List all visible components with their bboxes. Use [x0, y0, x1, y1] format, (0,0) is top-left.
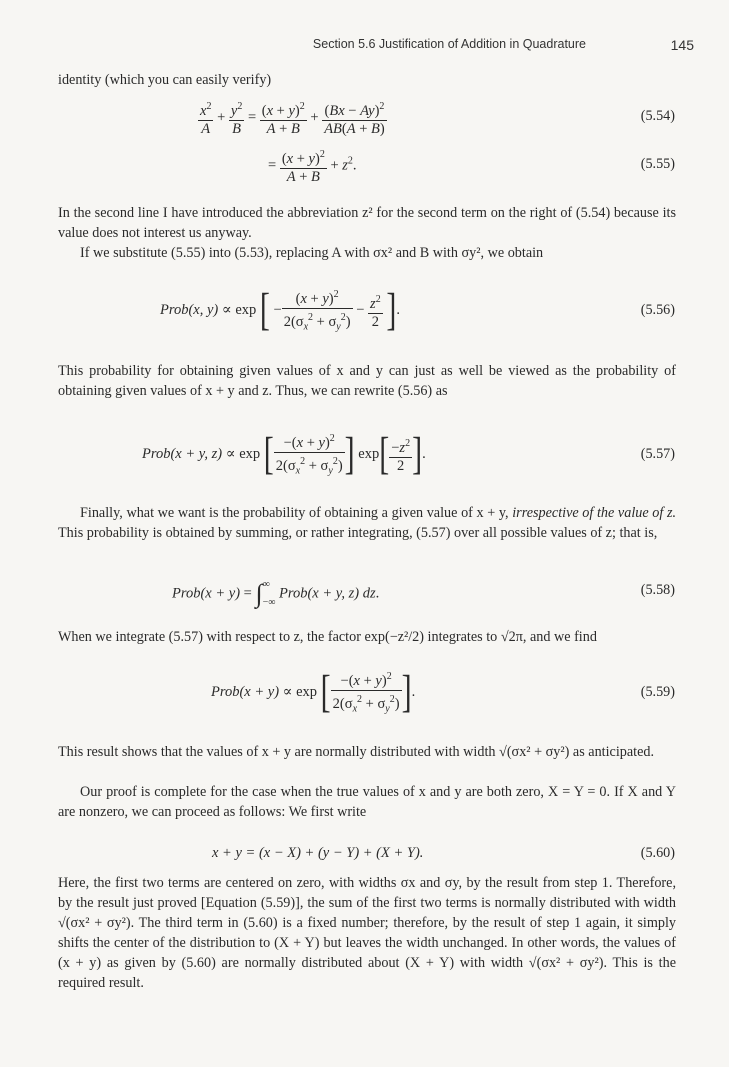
prob-label: Prob(x + y, z) [279, 585, 360, 602]
paragraph-integrate: When we integrate (5.57) with respect to z, the factor exp(−z²/2) integrates to √2π, and we find [58, 629, 597, 645]
equation-5-54: $\frac{x^2}{A}$ + $\frac{y^2}{B}$ = $\frac{(x + y)^2}{A + B}$ + $\frac{(Bx - Ay)^2}{AB(A + B)}$ (5.54) [60, 98, 675, 138]
equation-number: (5.57) [640, 446, 675, 462]
equation-number: (5.59) [640, 684, 675, 700]
paragraph-abbreviation: In the second line I have introduced the abbreviation z² for the second term on the right of (5.54) because its value does not interest us anyway. [58, 205, 676, 241]
prob-label: Prob(x + y) [211, 684, 280, 701]
equation-5-58: Prob(x + y) = ∫∞ −∞ Prob(x + y, z) dz. (5.58) [172, 579, 675, 608]
equation-number: (5.55) [640, 156, 675, 172]
page-header [0, 37, 729, 57]
page-number: 145 [670, 37, 694, 53]
paragraph-result: This result shows that the values of x + y are normally distributed with width √(σx² + σy²) as anticipated. [58, 744, 655, 760]
equation-5-57: Prob(x + y, z) ∝ exp [ $\frac{-(x + y)^2}{2(\sigma_x^2 + \sigma_y^2)}$ ] exp[ $\frac{-z^2}{2}$ ]. (5.57) [142, 429, 675, 479]
paragraph-substitute: If we substitute (5.55) into (5.53), replacing A with σx² and B with σy², we obtain [80, 245, 544, 261]
equation-5-59: Prob(x + y) ∝ exp [ $\frac{-(x + y)^2}{2(\sigma_x^2 + \sigma_y^2)}$ ]. (5.59) [211, 667, 675, 717]
equation-number: (5.56) [640, 302, 675, 318]
equation-number: (5.54) [640, 108, 675, 124]
prob-label: Prob(x + y) [172, 585, 241, 602]
equation-number: (5.58) [640, 582, 675, 598]
paragraph-finally: Finally, what we want is the probability of obtaining a given value of x + y, irrespective of the value of z. This probability is obtained by summing, or rather integrating, (5.57) over all possible values of z; that is, [58, 505, 677, 541]
prob-label: Prob(x, y) [160, 302, 219, 319]
prob-label: Prob(x + y, z) [142, 446, 223, 463]
paragraph-conclusion: Here, the first two terms are centered on zero, with widths σx and σy, by the result from step 1. Therefore, by the result just proved [Equation (5.59)], the sum of the first two terms is normally distributed with width √(σx² + σy²). The third term in (5.60) is a fixed number; therefore, by the result of step 1 again, it simply shifts the center of the distribution to (X + Y) but leaves the width unchanged. In other words, the values of (x + y) as given by (5.60) are normally distributed about (X + Y) with width √(σx² + σy²). This is the required result. [58, 875, 676, 991]
equation-number: (5.60) [640, 845, 675, 861]
paragraph-intro: identity (which you can easily verify) [58, 72, 272, 88]
equation-5-60: x + y = (x − X) + (y − Y) + (X + Y). (5.60) [212, 845, 675, 861]
paragraph-probability: This probability for obtaining given values of x and y can just as well be viewed as the probability of obtaining given values of x + y and z. Thus, we can rewrite (5.56) as [58, 363, 676, 399]
equation-5-55: = $\frac{(x + y)^2}{A + B}$ + $z^2$. (5.55) [60, 146, 675, 186]
paragraph-proof: Our proof is complete for the case when the true values of x and y are both zero, X = Y = 0. If X and Y are nonzero, we can proceed as follows: We first write [58, 784, 676, 820]
equation-5-56: Prob(x, y) ∝ exp [ − $\frac{(x + y)^2}{2(\sigma_x^2 + \sigma_y^2)}$ − $\frac{z^2}{2}$ ]. (5.56) [160, 285, 675, 335]
running-head: Section 5.6 Justification of Addition in Quadrature [312, 37, 586, 51]
